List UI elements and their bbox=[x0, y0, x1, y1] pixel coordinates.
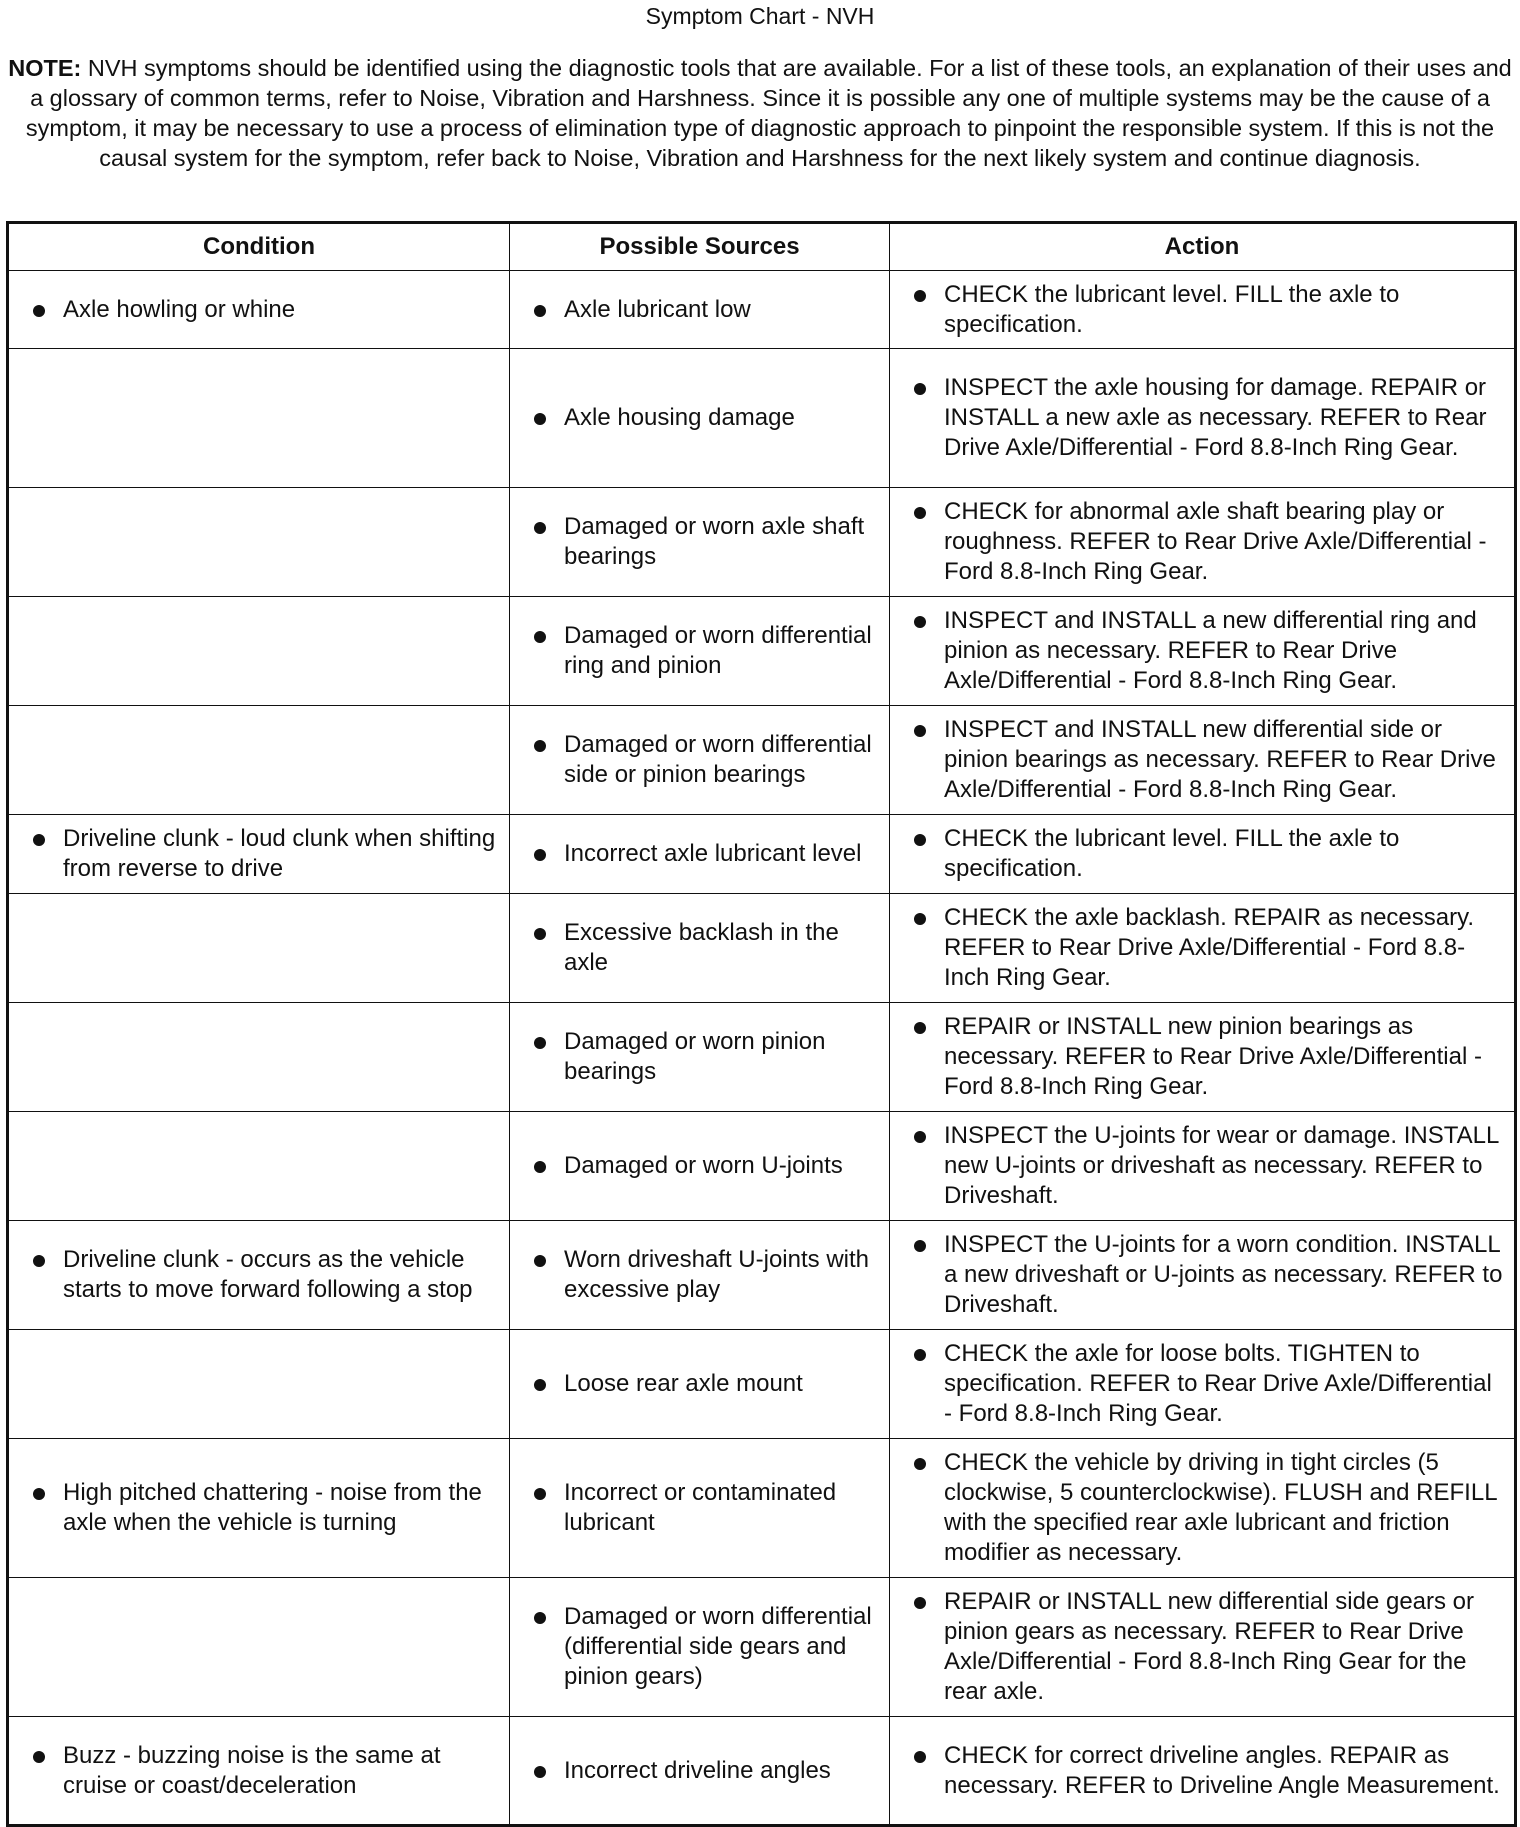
bullet-icon bbox=[914, 1597, 926, 1609]
action-cell-text: INSPECT and INSTALL new differential side or pinion bearings as necessary. REFER to Rear Drive Axle/Differential - Ford 8.8-Inch Ring Gear. bbox=[944, 716, 1496, 803]
table-row bbox=[8, 1221, 1516, 1330]
table-row bbox=[8, 1112, 1516, 1221]
action-cell-text: CHECK the lubricant level. FILL the axle to specification. bbox=[944, 280, 1400, 338]
bullet-icon bbox=[914, 725, 926, 737]
action-cell-text: INSPECT the axle housing for damage. REPAIR or INSTALL a new axle as necessary. REFER to Rear Drive Axle/Differential - Ford 8.8-Inch Ring Gear. bbox=[944, 374, 1487, 461]
document-title: Symptom Chart - NVH bbox=[645, 3, 875, 29]
table-row bbox=[8, 894, 1516, 1003]
possible-source-cell-text: Incorrect or contaminated lubricant bbox=[564, 1479, 837, 1536]
possible-source-cell-text: Damaged or worn U-joints bbox=[564, 1152, 843, 1179]
bullet-icon bbox=[914, 1458, 926, 1470]
bullet-icon bbox=[33, 1751, 45, 1763]
bullet-icon bbox=[534, 1161, 546, 1173]
condition-column-header: Condition bbox=[8, 223, 510, 271]
bullet-icon bbox=[534, 631, 546, 643]
condition-cell bbox=[8, 1439, 510, 1578]
possible-source-cell-text: Damaged or worn differential (differential side gears and pinion gears) bbox=[564, 1603, 872, 1690]
condition-cell-text: Driveline clunk - occurs as the vehicle starts to move forward following a stop bbox=[63, 1246, 473, 1303]
note-label: NOTE: bbox=[8, 55, 82, 81]
action-cell-text: INSPECT the U-joints for wear or damage. INSTALL new U-joints or driveshaft as necessary. REFER to Driveshaft. bbox=[944, 1122, 1499, 1209]
bullet-icon bbox=[534, 522, 546, 534]
possible-source-cell bbox=[510, 815, 890, 894]
action-cell bbox=[890, 1717, 1516, 1826]
bullet-icon bbox=[914, 1751, 926, 1763]
action-cell bbox=[890, 1330, 1516, 1439]
possible-source-cell-text: Loose rear axle mount bbox=[564, 1370, 803, 1397]
possible-source-cell-text: Damaged or worn differential ring and pinion bbox=[564, 622, 872, 679]
table-row bbox=[8, 1717, 1516, 1826]
table-row bbox=[8, 1578, 1516, 1717]
bullet-icon bbox=[534, 1037, 546, 1049]
condition-cell bbox=[8, 597, 510, 706]
bullet-icon bbox=[534, 928, 546, 940]
action-cell-text: CHECK for correct driveline angles. REPAIR as necessary. REFER to Driveline Angle Measurement. bbox=[944, 1741, 1500, 1799]
condition-cell bbox=[8, 1221, 510, 1330]
possible-source-cell bbox=[510, 706, 890, 815]
possible-source-cell-text: Axle lubricant low bbox=[564, 295, 751, 323]
note-text: NVH symptoms should be identified using the diagnostic tools that are available. For a list of these tools, an explanation of their uses and a glossary of common terms, refer to Noise, Vibration and Harshness. Since it is possible any one of multiple systems may be the cause of a symptom, it may be necessary to use a process of elimination type of diagnostic approach to pinpoint the responsible system. If this is not the causal system for the symptom, refer back to Noise, Vibration and Harshness for the next likely system and continue diagnosis. bbox=[25, 55, 1512, 171]
bullet-icon bbox=[914, 507, 926, 519]
table-header-row bbox=[8, 223, 1516, 271]
condition-cell-text: Driveline clunk - loud clunk when shifting from reverse to drive bbox=[63, 825, 496, 882]
table-row bbox=[8, 488, 1516, 597]
possible-source-cell-text: Incorrect axle lubricant level bbox=[564, 840, 862, 867]
action-cell bbox=[890, 1578, 1516, 1717]
action-cell bbox=[890, 815, 1516, 894]
note-paragraph bbox=[6, 53, 1514, 173]
bullet-icon bbox=[534, 305, 546, 317]
possible-source-cell bbox=[510, 1112, 890, 1221]
action-cell-text: REPAIR or INSTALL new differential side gears or pinion gears as necessary. REFER to Rear Drive Axle/Differential - Ford 8.8-Inch Ring Gear for the rear axle. bbox=[944, 1588, 1475, 1705]
action-cell bbox=[890, 1221, 1516, 1330]
bullet-icon bbox=[914, 913, 926, 925]
possible-source-cell-text: Axle housing damage bbox=[564, 404, 795, 431]
possible-source-cell bbox=[510, 894, 890, 1003]
bullet-icon bbox=[33, 834, 45, 846]
bullet-icon bbox=[33, 1488, 45, 1500]
table-row bbox=[8, 597, 1516, 706]
action-cell bbox=[890, 1439, 1516, 1578]
possible-source-cell-text: Worn driveshaft U-joints with excessive play bbox=[564, 1246, 869, 1303]
condition-cell bbox=[8, 894, 510, 1003]
possible-source-cell bbox=[510, 1003, 890, 1112]
possible-source-cell bbox=[510, 1578, 890, 1717]
possible-source-cell bbox=[510, 1221, 890, 1330]
action-cell bbox=[890, 271, 1516, 349]
condition-cell bbox=[8, 1330, 510, 1439]
action-cell-text: INSPECT and INSTALL a new differential ring and pinion as necessary. REFER to Rear Drive Axle/Differential - Ford 8.8-Inch Ring Gear. bbox=[944, 607, 1477, 694]
action-cell bbox=[890, 894, 1516, 1003]
table-row bbox=[8, 706, 1516, 815]
condition-cell-text: Axle howling or whine bbox=[63, 295, 296, 323]
action-cell-text: CHECK the axle backlash. REPAIR as necessary. REFER to Rear Drive Axle/Differential - Ford 8.8-Inch Ring Gear. bbox=[944, 904, 1474, 991]
action-cell bbox=[890, 1003, 1516, 1112]
table-row bbox=[8, 271, 1516, 349]
bullet-icon bbox=[33, 1255, 45, 1267]
action-cell-text: REPAIR or INSTALL new pinion bearings as necessary. REFER to Rear Drive Axle/Differential - Ford 8.8-Inch Ring Gear. bbox=[944, 1013, 1482, 1100]
bullet-icon bbox=[534, 740, 546, 752]
condition-cell bbox=[8, 1003, 510, 1112]
bullet-icon bbox=[914, 290, 926, 302]
condition-cell bbox=[8, 1112, 510, 1221]
bullet-icon bbox=[534, 1255, 546, 1267]
condition-cell bbox=[8, 488, 510, 597]
condition-cell-text: Buzz - buzzing noise is the same at cruise or coast/deceleration bbox=[63, 1741, 441, 1799]
bullet-icon bbox=[914, 383, 926, 395]
condition-cell bbox=[8, 706, 510, 815]
table-row bbox=[8, 1003, 1516, 1112]
possible-source-cell-text: Damaged or worn differential side or pinion bearings bbox=[564, 731, 872, 788]
bullet-icon bbox=[534, 413, 546, 425]
action-cell-text: INSPECT the U-joints for a worn condition. INSTALL a new driveshaft or U-joints as necessary. REFER to Driveshaft. bbox=[944, 1231, 1503, 1318]
condition-cell bbox=[8, 349, 510, 488]
symptom-chart-table bbox=[6, 221, 1517, 1827]
condition-cell bbox=[8, 271, 510, 349]
action-cell bbox=[890, 706, 1516, 815]
possible-source-cell bbox=[510, 349, 890, 488]
possible-source-cell bbox=[510, 597, 890, 706]
possible-source-cell-text: Incorrect driveline angles bbox=[564, 1756, 831, 1784]
condition-cell-text: High pitched chattering - noise from the axle when the vehicle is turning bbox=[63, 1479, 482, 1536]
action-column-header: Action bbox=[890, 223, 1516, 271]
bullet-icon bbox=[914, 1349, 926, 1361]
possible-source-cell bbox=[510, 1439, 890, 1578]
bullet-icon bbox=[534, 849, 546, 861]
action-cell-text: CHECK the vehicle by driving in tight circles (5 clockwise, 5 counterclockwise). FLUSH and REFILL with the specified rear axle lubricant and friction modifier as necessary. bbox=[944, 1449, 1497, 1566]
bullet-icon bbox=[534, 1488, 546, 1500]
action-cell bbox=[890, 1112, 1516, 1221]
table-row bbox=[8, 1439, 1516, 1578]
condition-cell bbox=[8, 1578, 510, 1717]
bullet-icon bbox=[914, 1131, 926, 1143]
possible-source-cell bbox=[510, 1717, 890, 1826]
table-row bbox=[8, 349, 1516, 488]
action-cell-text: CHECK the lubricant level. FILL the axle to specification. bbox=[944, 825, 1400, 882]
bullet-icon bbox=[534, 1766, 546, 1778]
bullet-icon bbox=[534, 1379, 546, 1391]
table-row bbox=[8, 815, 1516, 894]
possible-sources-column-header: Possible Sources bbox=[510, 223, 890, 271]
possible-source-cell bbox=[510, 1330, 890, 1439]
condition-cell bbox=[8, 815, 510, 894]
possible-source-cell-text: Excessive backlash in the axle bbox=[564, 919, 839, 976]
possible-source-cell bbox=[510, 488, 890, 597]
possible-source-cell bbox=[510, 271, 890, 349]
bullet-icon bbox=[914, 1240, 926, 1252]
action-cell-text: CHECK the axle for loose bolts. TIGHTEN to specification. REFER to Rear Drive Axle/Differential - Ford 8.8-Inch Ring Gear. bbox=[944, 1340, 1492, 1427]
bullet-icon bbox=[914, 834, 926, 846]
table-row bbox=[8, 1330, 1516, 1439]
action-cell bbox=[890, 597, 1516, 706]
action-cell bbox=[890, 349, 1516, 488]
bullet-icon bbox=[914, 1022, 926, 1034]
bullet-icon bbox=[914, 616, 926, 628]
bullet-icon bbox=[33, 305, 45, 317]
possible-source-cell-text: Damaged or worn pinion bearings bbox=[564, 1028, 826, 1085]
possible-source-cell-text: Damaged or worn axle shaft bearings bbox=[564, 513, 865, 570]
action-cell bbox=[890, 488, 1516, 597]
condition-cell bbox=[8, 1717, 510, 1826]
action-cell-text: CHECK for abnormal axle shaft bearing play or roughness. REFER to Rear Drive Axle/Differential - Ford 8.8-Inch Ring Gear. bbox=[944, 498, 1487, 585]
bullet-icon bbox=[534, 1612, 546, 1624]
